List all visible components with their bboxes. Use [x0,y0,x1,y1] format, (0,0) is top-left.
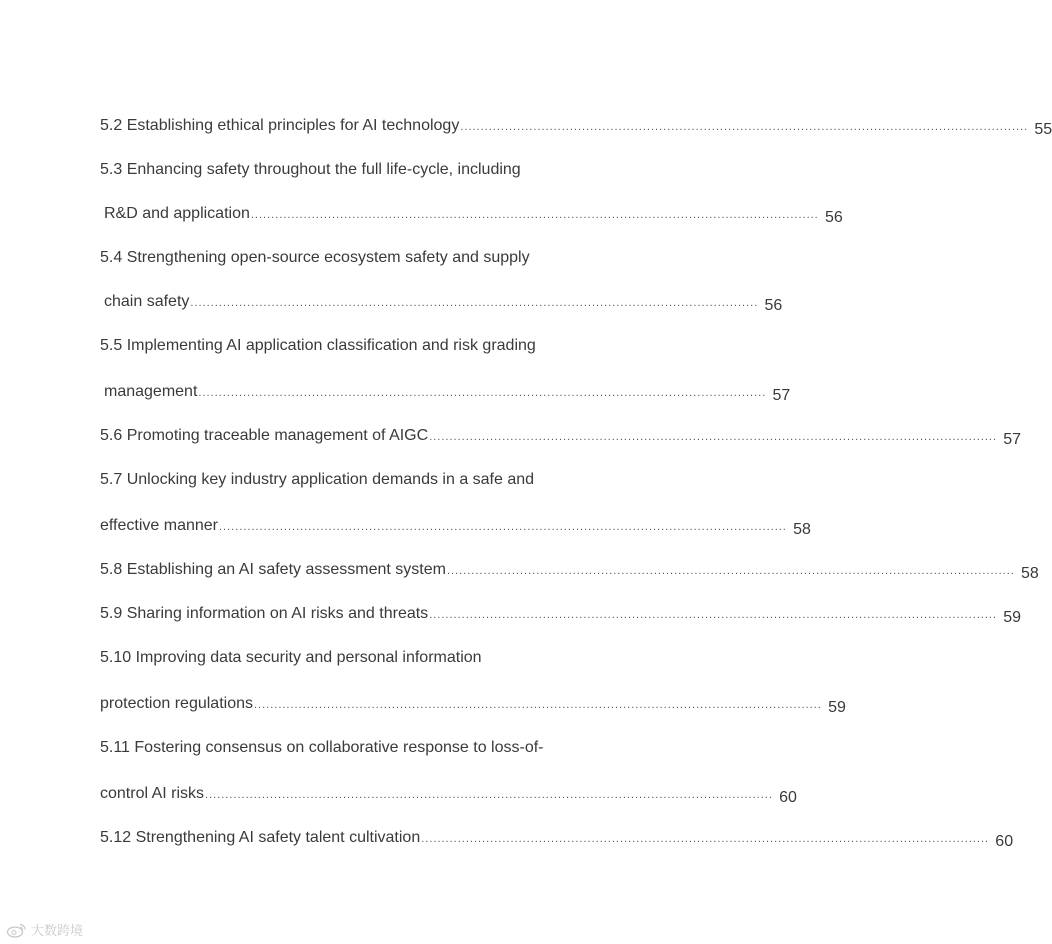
toc-entry-title-line1: 5.3 Enhancing safety throughout the full life-cycle, including [100,161,521,178]
dot-leader: ............................................................................................................................................ [429,609,998,621]
table-of-contents [100,104,1052,860]
toc-entry-title-line1: 5.11 Fostering consensus on collaborative response to loss-of- [100,739,544,756]
dot-leader: ............................................................................................................................................ [429,431,998,443]
toc-page-number: 59 [828,699,846,716]
toc-entry-title: 5.12 Strengthening AI safety talent cultivation [100,829,421,846]
dot-leader: ............................................................................................................................................ [219,521,787,533]
toc-entry-5-7[interactable] [100,458,811,548]
toc-entry-title-line2: R&D and application [104,205,250,222]
toc-entry-5-10[interactable] [100,636,846,726]
toc-entry-line [100,548,1039,592]
toc-page-number: 56 [824,209,843,226]
weibo-logo-icon [6,922,28,938]
toc-page-number: 60 [779,789,797,806]
toc-entry-line [100,414,1022,458]
toc-entry-line [100,504,811,548]
toc-entry-line [100,816,1014,860]
toc-entry-5-12[interactable] [100,816,1014,860]
toc-entry-title-line1: 5.10 Improving data security and personal information [100,649,482,666]
toc-entry-line [100,592,1022,636]
toc-entry-title-line1: 5.4 Strengthening open-source ecosystem safety and supply [100,249,530,266]
toc-entry-title: 5.6 Promoting traceable management of AIGC [100,427,429,444]
toc-page-number: 55 [1034,121,1052,138]
toc-entry-5-8[interactable] [100,548,1039,592]
toc-entry-5-11[interactable] [100,726,797,816]
toc-entry-line [100,280,783,324]
toc-entry-title-line1: 5.7 Unlocking key industry application demands in a safe and [100,471,535,488]
toc-entry-line [100,682,846,726]
dot-leader: ............................................................................................................................................ [253,699,822,711]
dot-leader: ............................................................................................................................................ [250,209,819,221]
toc-page-number: 59 [1003,609,1022,626]
toc-entry-line [100,104,1052,148]
toc-entry-title-line1: 5.5 Implementing AI application classification and risk grading [100,337,536,354]
toc-page-number: 60 [995,833,1014,850]
toc-entry-line [100,772,797,816]
dot-leader: ............................................................................................................................................ [198,387,767,399]
toc-entry-5-4[interactable] [100,236,783,324]
dot-leader: ............................................................................................................................................ [446,565,1015,577]
toc-page-number: 56 [764,297,783,314]
dot-leader: ............................................................................................................................................ [205,789,773,801]
toc-page-number: 57 [772,387,791,404]
toc-page-number: 58 [1021,565,1039,582]
toc-page-number: 57 [1003,431,1022,448]
toc-entry-5-6[interactable] [100,414,1022,458]
toc-entry-title-line2: protection regulations [100,695,253,712]
toc-entry-title-line2: control AI risks [100,785,205,802]
toc-entry-5-9[interactable] [100,592,1022,636]
toc-entry-line [100,370,791,414]
watermark-text: 大数跨境 [31,923,84,938]
watermark [6,920,83,939]
toc-entry-title: 5.9 Sharing information on AI risks and threats [100,605,429,622]
toc-entry-line [100,192,843,236]
dot-leader: ............................................................................................................................................ [190,297,759,309]
dot-leader: ............................................................................................................................................ [460,121,1029,133]
toc-entry-5-3[interactable] [100,148,843,236]
dot-leader: ............................................................................................................................................ [421,833,990,845]
toc-entry-title-line2: effective manner [100,517,218,534]
toc-entry-5-5[interactable] [100,324,791,414]
toc-entry-title-line2: management [104,383,198,400]
toc-entry-title: 5.2 Establishing ethical principles for AI technology [100,117,460,134]
toc-entry-5-2[interactable] [100,104,1052,148]
toc-entry-title: 5.8 Establishing an AI safety assessment system [100,561,446,578]
toc-page-number: 58 [793,521,811,538]
toc-entry-title-line2: chain safety [104,293,190,310]
